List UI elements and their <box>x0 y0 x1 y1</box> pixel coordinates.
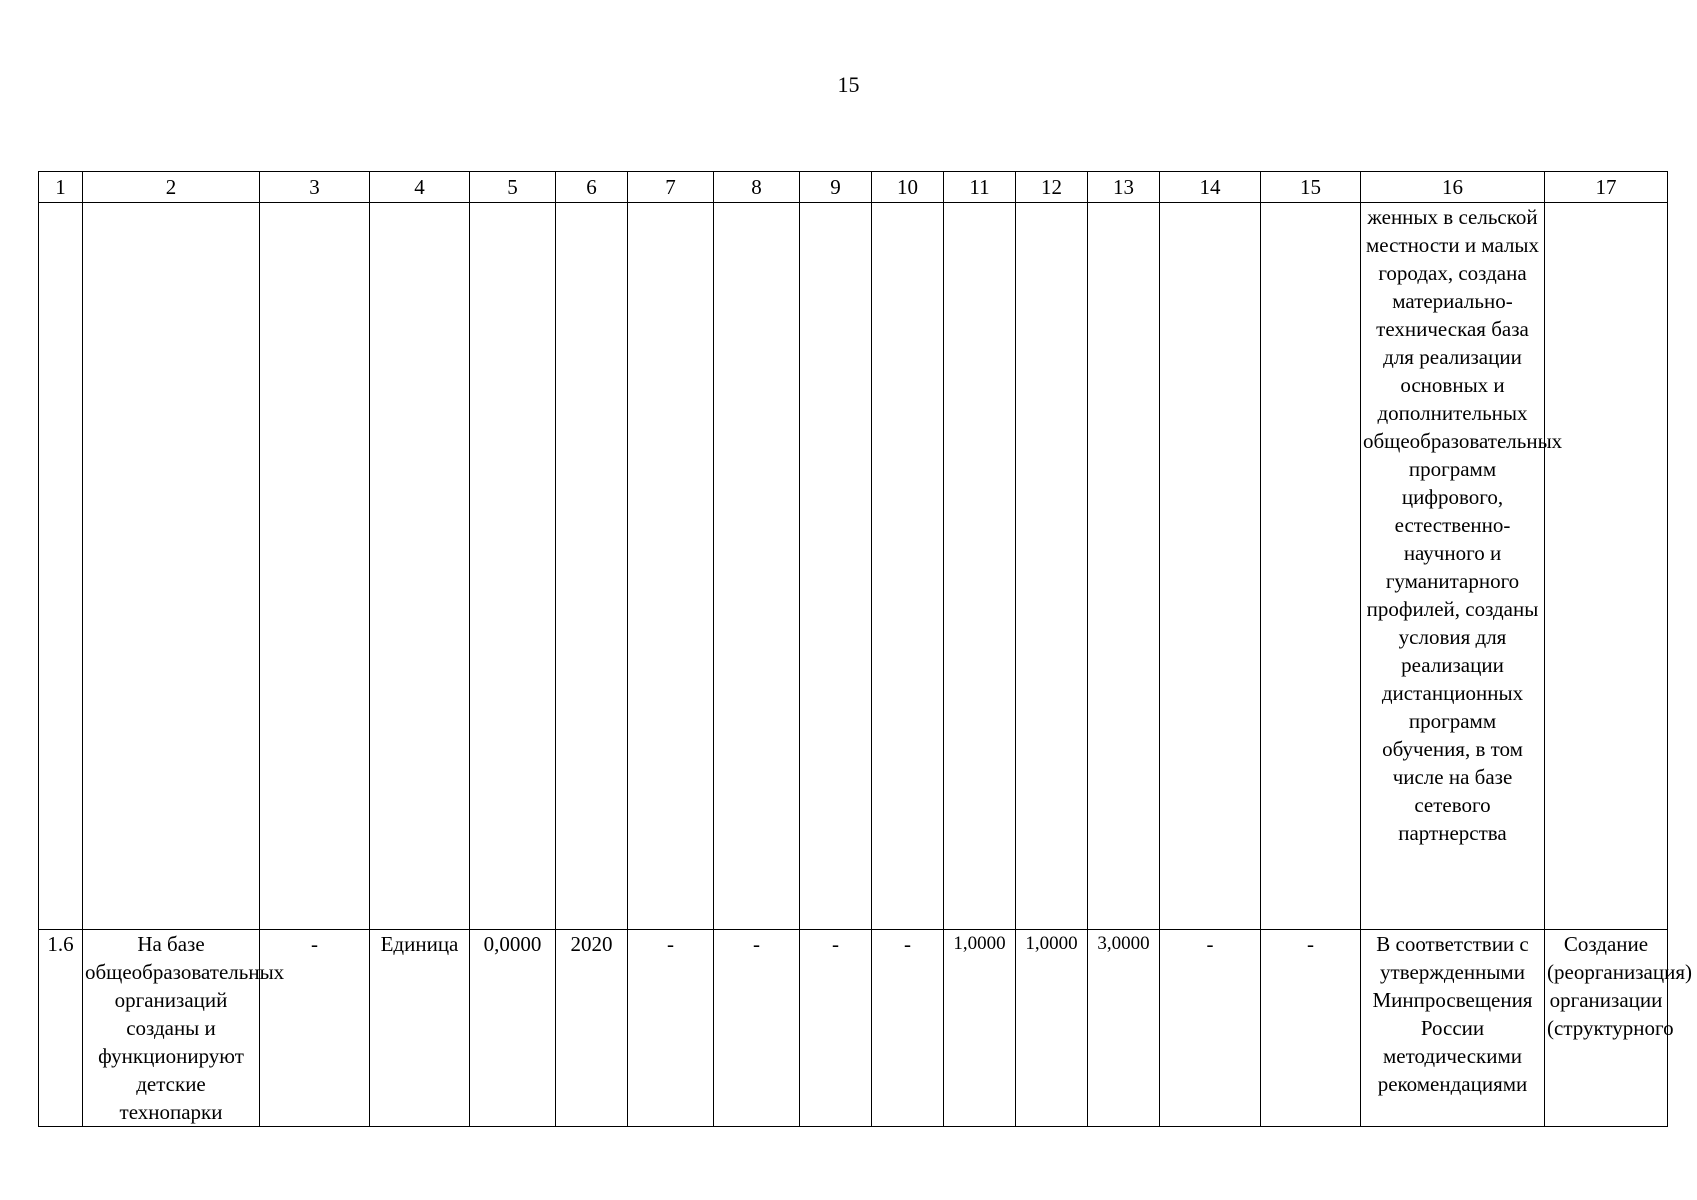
table-cell <box>628 203 714 930</box>
result-description: В соответствии с утвержденными Минпросвещения России методическими рекомендациями <box>1361 930 1545 1127</box>
table-cell <box>800 203 872 930</box>
table-cell: - <box>260 930 370 1127</box>
column-number: 11 <box>944 172 1016 203</box>
table-cell: - <box>628 930 714 1127</box>
table-cell <box>1160 203 1261 930</box>
column-number: 10 <box>872 172 944 203</box>
unit-of-measure: Единица <box>370 930 470 1127</box>
value-cell: 3,0000 <box>1088 930 1160 1127</box>
table-cell <box>1088 203 1160 930</box>
column-number: 14 <box>1160 172 1261 203</box>
value-cell: 1,0000 <box>1016 930 1088 1127</box>
event-description: Создание (реорганизация) организации (структурного <box>1545 930 1668 1127</box>
column-number: 15 <box>1261 172 1361 203</box>
table-cell <box>83 203 260 930</box>
column-number: 12 <box>1016 172 1088 203</box>
row-number: 1.6 <box>39 930 83 1127</box>
page-number: 15 <box>837 72 860 97</box>
value-cell: 1,0000 <box>944 930 1016 1127</box>
data-table <box>38 171 1692 1127</box>
indicator-name: На базе общеобразовательных организаций созданы и функционируют детские технопарки <box>83 930 260 1127</box>
table-cell <box>1016 203 1088 930</box>
table-cell <box>370 203 470 930</box>
table-cell: - <box>1160 930 1261 1127</box>
table-cell: - <box>800 930 872 1127</box>
table-cell <box>556 203 628 930</box>
column-number: 5 <box>470 172 556 203</box>
column-number: 1 <box>39 172 83 203</box>
table-cell <box>39 203 83 930</box>
table-cell <box>260 203 370 930</box>
column-number: 2 <box>83 172 260 203</box>
table-cell: - <box>1261 930 1361 1127</box>
continuation-row <box>39 203 1668 930</box>
base-year: 2020 <box>556 930 628 1127</box>
table-cell: - <box>872 930 944 1127</box>
table-cell <box>944 203 1016 930</box>
result-text: женных в сельской местности и малых городах, создана материально-техническая база для реализации основных и дополнительных общеобразовательных программ цифрового, естественно-научного и гуманитарного профилей, созданы условия для реализации дистанционных программ обучения, в том числе на базе сетевого партнерства <box>1363 205 1563 845</box>
table-cell <box>872 203 944 930</box>
result-description-continued <box>1361 203 1563 930</box>
base-value: 0,0000 <box>470 930 556 1127</box>
column-number: 9 <box>800 172 872 203</box>
column-number: 17 <box>1545 172 1668 203</box>
table-cell: - <box>714 930 800 1127</box>
table-row <box>39 930 1668 1127</box>
column-number: 6 <box>556 172 628 203</box>
column-number: 3 <box>260 172 370 203</box>
table-cell <box>470 203 556 930</box>
column-number: 16 <box>1361 172 1545 203</box>
column-number: 4 <box>370 172 470 203</box>
column-number: 13 <box>1088 172 1160 203</box>
column-number-row <box>39 172 1668 203</box>
table-cell <box>714 203 800 930</box>
column-number: 7 <box>628 172 714 203</box>
table-cell <box>1261 203 1361 930</box>
column-number: 8 <box>714 172 800 203</box>
table-cell <box>1545 203 1668 930</box>
